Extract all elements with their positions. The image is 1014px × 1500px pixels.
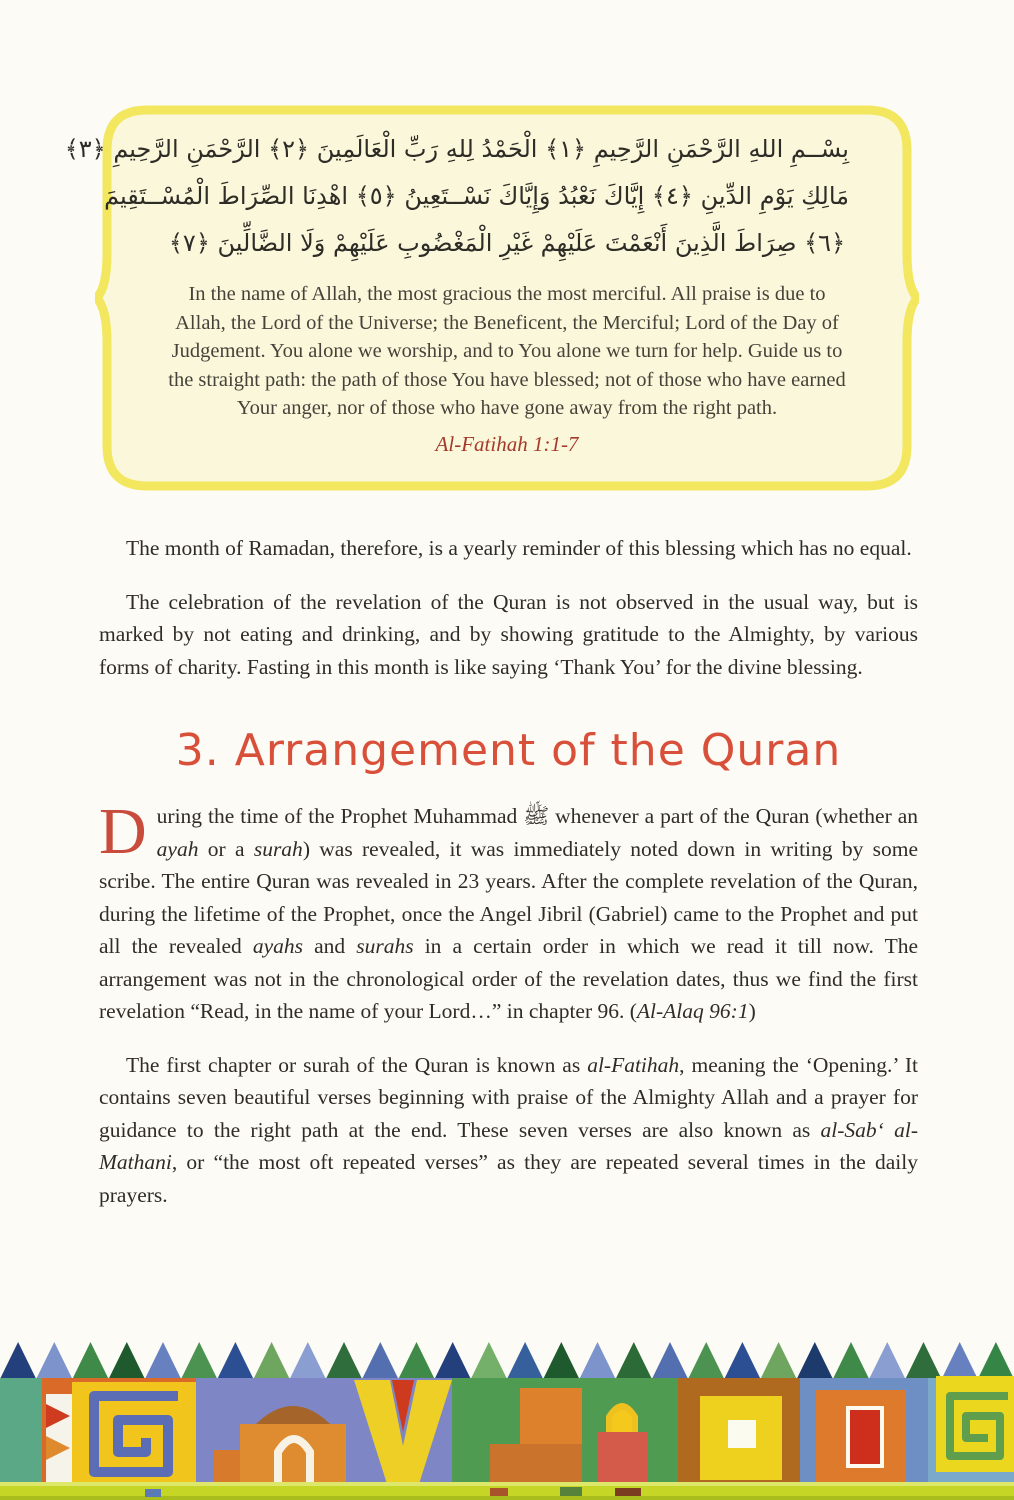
block-orange-upper	[520, 1388, 582, 1450]
roof-triangle	[181, 1342, 217, 1379]
paragraph-arrangement-text: uring the time of the Prophet Muhammad ﷺ whenever a part of the Quran (whether an ayah or a surah) was revealed, it was immediately noted down in writing by some scribe. The entire Quran was revealed in 23 years. After the complete revelation of the Quran, during the lifetime of the Prophet, once the Angel Jibril (Gabriel) came to the Prophet and put all the revealed ayahs and surahs in a certain order in which we read it till now. The arrangement was not in the chronological order of the revelation dates, thus we find the first revelation “Read, in the name of your Lord…” in chapter 96. (Al-Alaq 96:1)	[99, 804, 919, 1023]
roof-triangle	[833, 1342, 869, 1379]
roof-triangle	[145, 1342, 181, 1379]
ground-pebble-blue	[145, 1489, 161, 1497]
roof-triangle	[326, 1342, 362, 1379]
verse-translation: In the name of Allah, the most gracious the most merciful. All praise is due to Allah, the Lord of the Universe; the Beneficent, the Merciful; Lord of the Day of Judgement. You alone we worship, and to You alone we turn for help. Guide us to the straight path: the path of those You have blessed; not of those who have earned Your anger, nor of those who have gone away from the right path.	[168, 283, 846, 419]
small-white-window	[728, 1420, 756, 1448]
roof-triangle	[543, 1342, 579, 1379]
page-body	[99, 532, 918, 1232]
roof-triangle	[0, 1342, 36, 1379]
roof-triangle	[109, 1342, 145, 1379]
roof-triangle	[761, 1342, 797, 1379]
tower-red	[598, 1432, 648, 1484]
footer-village-illustration	[0, 1332, 1014, 1500]
roof-triangle	[797, 1342, 833, 1379]
arabic-verse-line-2: مَالِكِ يَوْمِ الدِّينِ ﴿٤﴾ إِيَّاكَ نَعْبُدُ وَإِيَّاكَ نَسْــتَعِينُ ﴿٥﴾ اهْدِنَا الصِّرَاطَ الْمُسْــتَقِيمَ	[104, 182, 849, 210]
block-orange-lower	[490, 1444, 582, 1484]
roof-triangle	[398, 1342, 434, 1379]
roof-triangle	[435, 1342, 471, 1379]
arabic-verse-line-3: ﴿٦﴾ صِرَاطَ الَّذِينَ أَنْعَمْتَ عَلَيْهِمْ غَيْرِ الْمَغْضُوبِ عَلَيْهِمْ وَلَا الضَّالِّينَ ﴿٧﴾	[168, 229, 846, 257]
ground-pebble-brown	[490, 1488, 508, 1496]
roof-triangle	[254, 1342, 290, 1379]
ground-pebble-dark	[615, 1488, 641, 1496]
red-door	[848, 1408, 882, 1466]
zigzag-row	[0, 1342, 1014, 1379]
arabic-verse-line-1: بِسْــمِ اللهِ الرَّحْمَنِ الرَّحِيمِ ﴿١﴾ الْحَمْدُ لِلهِ رَبِّ الْعَالَمِينَ ﴿٢﴾ الرَّحْمَنِ الرَّحِيمِ ﴿٣﴾	[64, 135, 849, 163]
ground-pebble-green	[560, 1487, 582, 1496]
roof-triangle	[688, 1342, 724, 1379]
wall-teal-left	[0, 1378, 42, 1484]
dropcap-letter: D	[99, 795, 147, 868]
quran-panel-content	[64, 100, 919, 496]
roof-triangle	[905, 1342, 941, 1379]
roof-triangle	[869, 1342, 905, 1379]
roof-triangle	[616, 1342, 652, 1379]
roof-triangle	[942, 1342, 978, 1379]
ground-highlight	[0, 1482, 1014, 1486]
roof-triangle	[290, 1342, 326, 1379]
verse-citation: Al-Fatihah 1:1-7	[435, 431, 579, 456]
house-arch	[240, 1424, 346, 1484]
roof-triangle	[36, 1342, 72, 1379]
paragraph-celebration: The celebration of the revelation of the Quran is not observed in the usual way, but is marked by not eating and drinking, and by showing gratitude to the Almighty, by various forms of charity. Fasting in this month is like saying ‘Thank You’ for the divine blessing.	[99, 589, 918, 679]
paragraph-fatihah: The first chapter or surah of the Quran is known as al-Fatihah, meaning the ‘Opening.’ It contains seven beautiful verses beginning with praise of the Almighty Allah and a prayer for guidance to the right path at the end. These seven verses are also known as al-Sab‘ al- Mathani, or “the most oft repeated verses” as they are repeated several times in the daily prayers.	[99, 1052, 918, 1207]
roof-triangle	[507, 1342, 543, 1379]
quran-verse-panel	[64, 100, 919, 496]
roof-triangle	[471, 1342, 507, 1379]
roof-triangle	[579, 1342, 615, 1379]
chapter-heading: 3. Arrangement of the Quran	[175, 725, 842, 776]
roof-triangle	[72, 1342, 108, 1379]
roof-triangle	[362, 1342, 398, 1379]
roof-triangle	[978, 1342, 1014, 1379]
village-border-art	[0, 1332, 1014, 1500]
paragraph-arrangement	[99, 795, 919, 1028]
roof-triangle	[652, 1342, 688, 1379]
roof-triangle	[217, 1342, 253, 1379]
paragraph-ramadan-reminder: The month of Ramadan, therefore, is a yearly reminder of this blessing which has no equal.	[126, 536, 912, 560]
house-arch-step	[214, 1450, 240, 1484]
roof-triangle	[724, 1342, 760, 1379]
